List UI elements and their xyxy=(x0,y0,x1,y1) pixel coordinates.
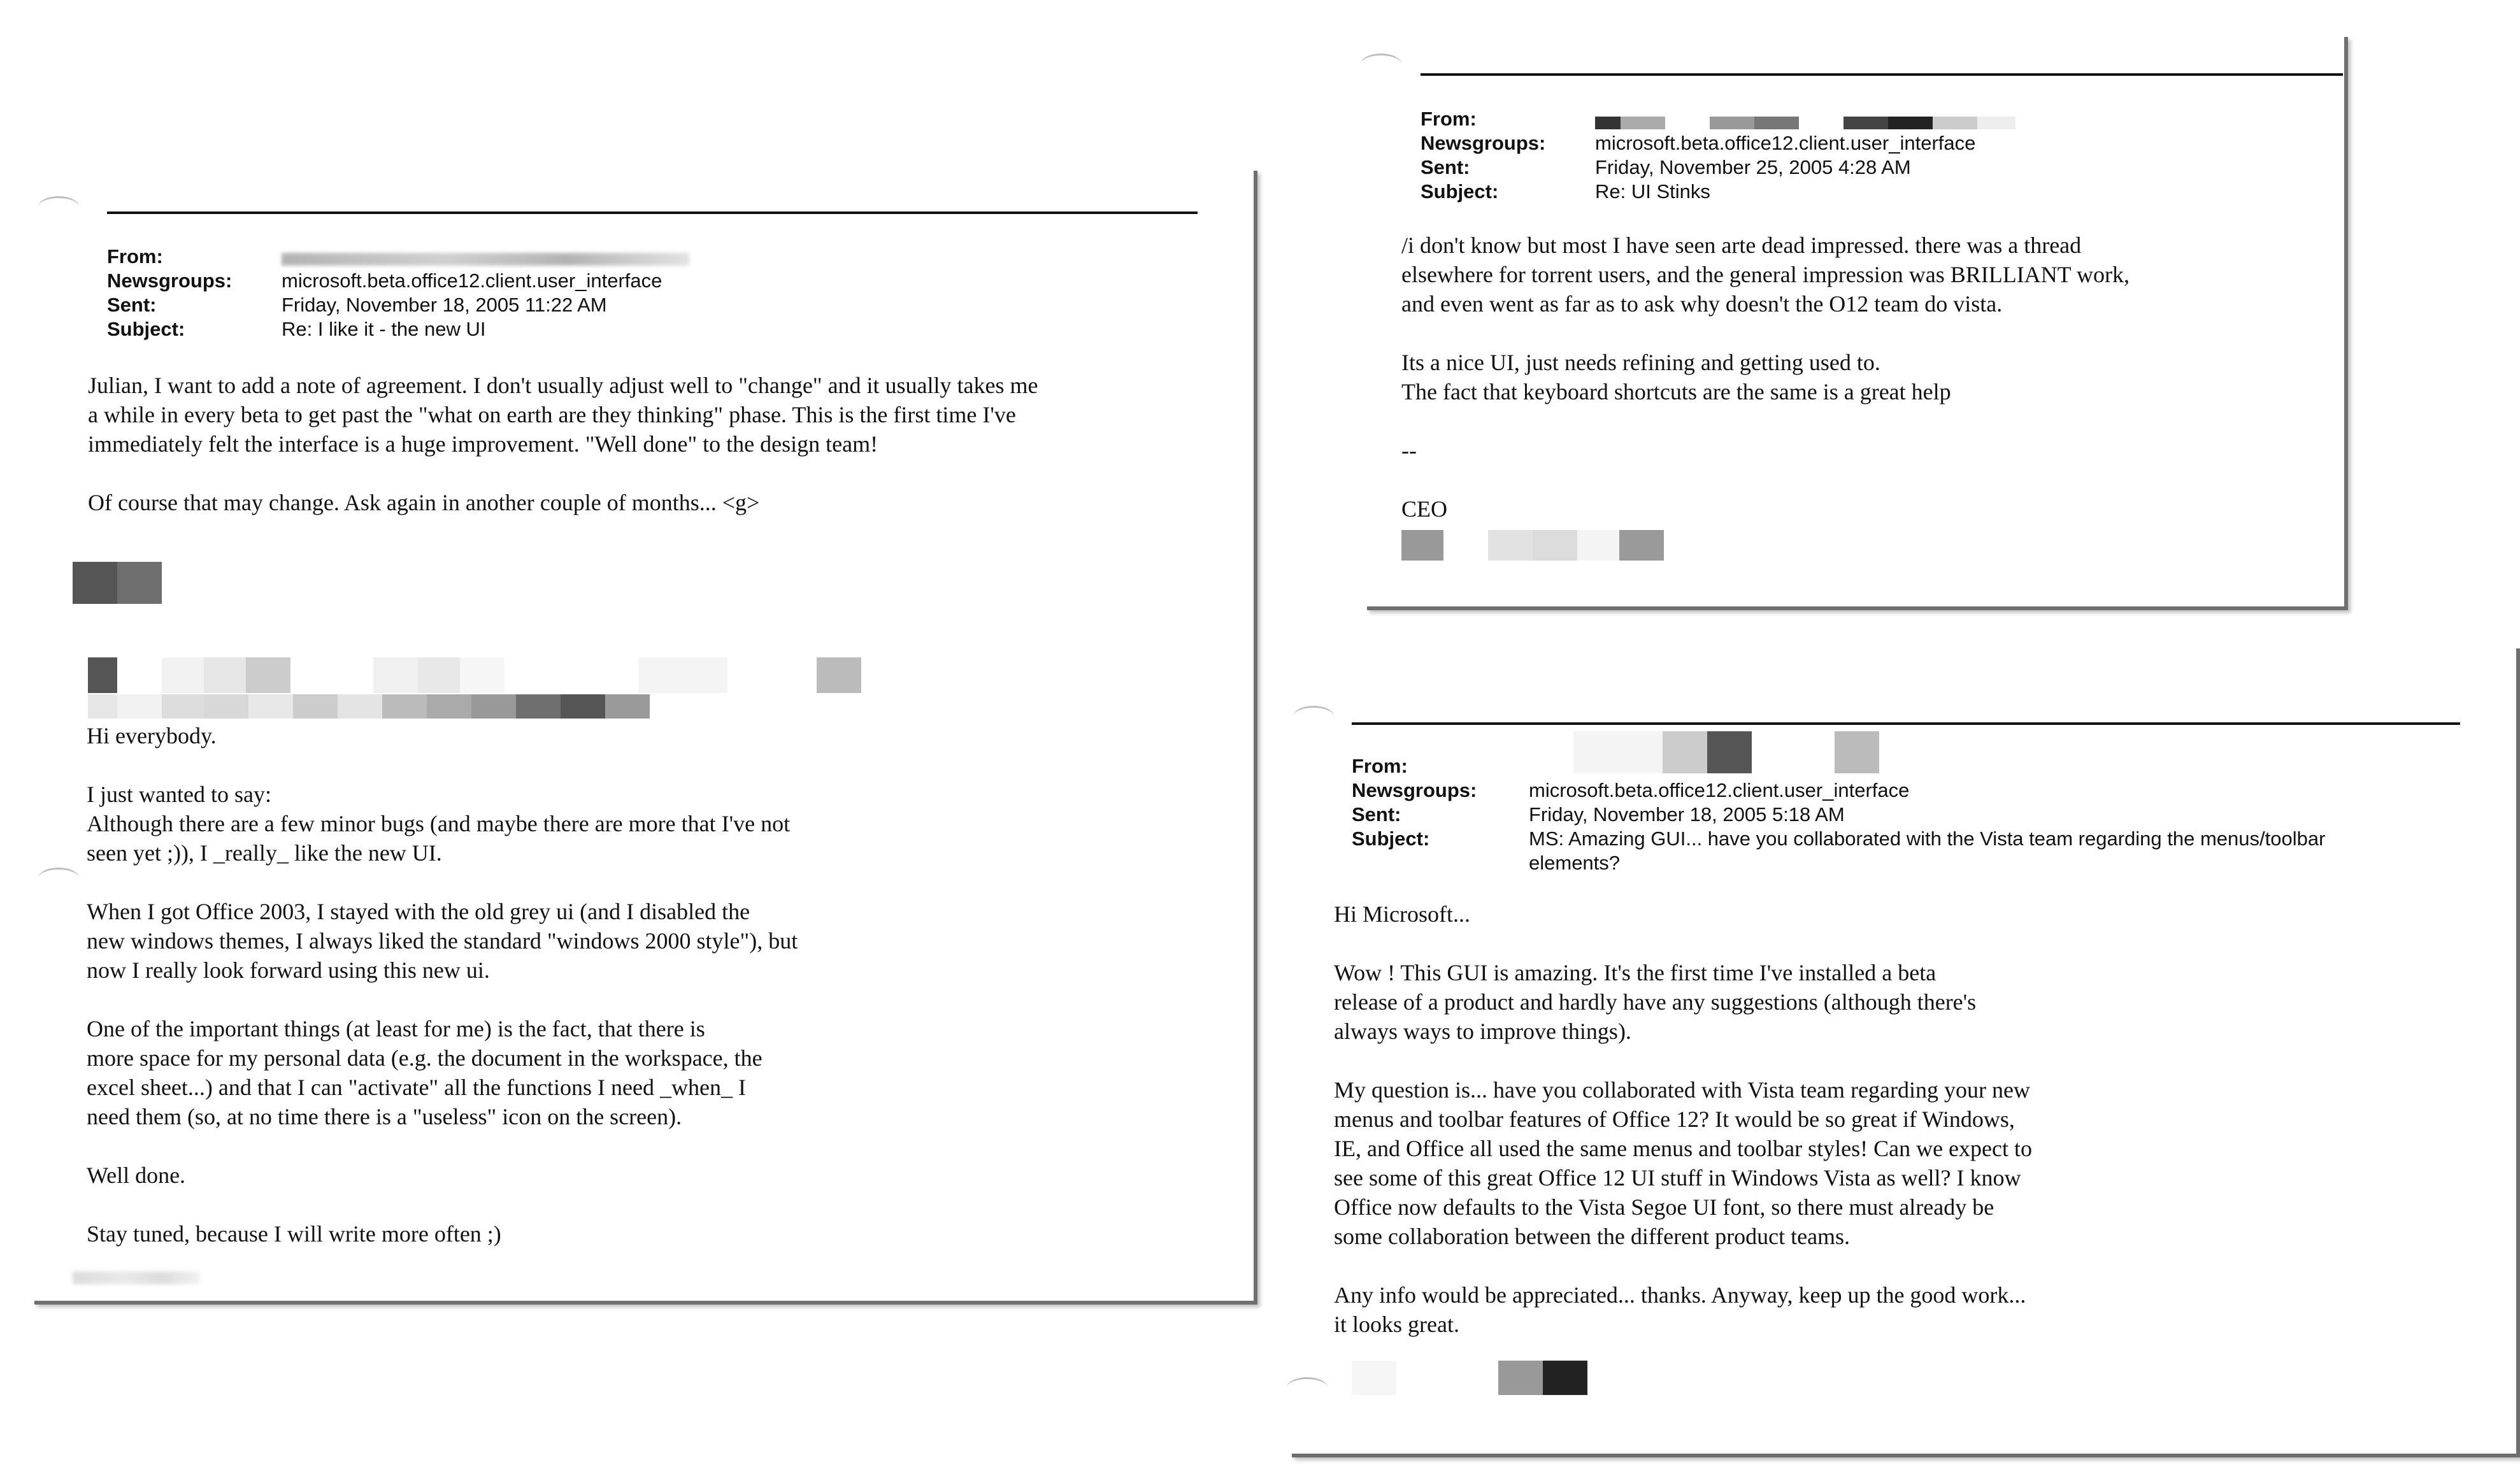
quoted-paragraph: When I got Office 2003, I stayed with the old grey ui (and I disabled the new windows themes, I always liked the standard "windows 2000 style"), but now I really look forward using this new ui. xyxy=(87,899,798,983)
subject-value: Re: UI Stinks xyxy=(1595,180,1710,203)
header-rule xyxy=(107,211,1198,214)
header-rule xyxy=(1352,722,2460,725)
sent-label: Sent: xyxy=(1421,156,1470,178)
body-paragraph: Its a nice UI, just needs refining and getting used to. The fact that keyboard shortcuts are the same is a great help xyxy=(1401,350,1951,404)
from-value-redacted xyxy=(1595,107,2325,131)
newsgroups-label: Newsgroups: xyxy=(1352,779,1477,801)
body-paragraph: /i don't know but most I have seen arte dead impressed. there was a thread elsewhere for torrent users, and the general impression was BRILLIANT work, and even went as far as to ask why doesn't the O12 team do vista. xyxy=(1401,233,2130,317)
body-paragraph: Any info would be appreciated... thanks. Anyway, keep up the good work... it looks great. xyxy=(1334,1282,2026,1337)
redacted-signature xyxy=(1352,1361,1632,1395)
sent-value: Friday, November 18, 2005 5:18 AM xyxy=(1529,803,1845,826)
punch-hole xyxy=(1293,706,1334,727)
body-paragraph: My question is... have you collaborated with Vista team regarding your new menus and toolbar features of Office 12? It would be so great if Windows, IE, and Office all used the same menus and toolbar styles! Can we expect to see some of this great Office 12 UI stuff in Windows Vista as well? I know Office now defaults to the Vista Segoe UI font, so there must already be some collaboration between the different product teams. xyxy=(1334,1077,2032,1249)
message-body xyxy=(1334,899,2481,1339)
subject-value: MS: Amazing GUI... have you collaborated with the Vista team regarding the menus/toolbar elements? xyxy=(1529,827,2326,874)
subject-label: Subject: xyxy=(1352,827,1430,850)
quoted-message-body xyxy=(87,721,1042,1249)
from-label: From: xyxy=(1352,755,1408,777)
newsgroups-value: microsoft.beta.office12.client.user_interface xyxy=(282,269,662,292)
subject-label: Subject: xyxy=(107,318,185,340)
newsgroups-label: Newsgroups: xyxy=(107,269,233,292)
sent-value: Friday, November 25, 2005 4:28 AM xyxy=(1595,156,1911,178)
message-page-3 xyxy=(1288,645,2516,1454)
signature-text: CEO xyxy=(1401,496,1447,522)
from-label: From: xyxy=(1421,108,1477,130)
body-paragraph: Hi Microsoft... xyxy=(1334,901,1470,927)
newsgroups-label: Newsgroups: xyxy=(1421,132,1546,154)
message-header xyxy=(107,245,1190,341)
redacted-quote-line xyxy=(88,694,789,719)
quoted-paragraph: I just wanted to say: Although there are a few minor bugs (and maybe there are more that I've not seen yet ;)), I _really_ like the new UI. xyxy=(87,782,791,866)
from-label: From: xyxy=(107,245,163,268)
header-rule xyxy=(1421,73,2343,76)
from-value-redacted xyxy=(282,245,1190,269)
newsgroups-value: microsoft.beta.office12.client.user_interface xyxy=(1529,779,1910,801)
message-page-2 xyxy=(1363,33,2344,606)
signature-separator: -- xyxy=(1401,438,1417,463)
newsgroups-value: microsoft.beta.office12.client.user_interface xyxy=(1595,132,1976,154)
body-paragraph: Wow ! This GUI is amazing. It's the first time I've installed a beta release of a product and hardly have any suggestions (although there's always ways to improve things). xyxy=(1334,960,1977,1044)
quoted-paragraph: Stay tuned, because I will write more often ;) xyxy=(87,1221,501,1247)
message-header xyxy=(1352,754,2511,875)
redacted-signature xyxy=(1401,530,1669,561)
redacted-quote-header xyxy=(88,657,980,693)
punch-hole xyxy=(1361,54,1401,75)
message-body xyxy=(1401,231,2331,524)
from-value-redacted xyxy=(1529,754,2511,778)
quoted-paragraph: Hi everybody. xyxy=(87,723,217,748)
message-body xyxy=(88,371,1235,517)
punch-hole xyxy=(38,868,79,889)
sent-label: Sent: xyxy=(1352,803,1401,826)
redaction-blur xyxy=(73,1271,200,1284)
redaction-blur xyxy=(282,253,689,266)
punch-hole xyxy=(38,196,79,217)
quoted-paragraph: One of the important things (at least for me) is the fact, that there is more space for my personal data (e.g. the document in the workspace, the excel sheet...) and that I can "activate" all the functions I need _when_ I need them (so, at no time there is a "useless" icon on the screen). xyxy=(87,1016,762,1129)
sent-label: Sent: xyxy=(107,294,157,316)
redacted-signature xyxy=(73,562,162,604)
body-paragraph: Of course that may change. Ask again in another couple of months... <g> xyxy=(88,490,760,515)
body-paragraph: Julian, I want to add a note of agreement. I don't usually adjust well to "change" and it usually takes me a while in every beta to get past the "what on earth are they thinking" phase. This is the first time I've immediately felt the interface is a huge improvement. "Well done" to the design team! xyxy=(88,373,1038,457)
quoted-paragraph: Well done. xyxy=(87,1163,186,1188)
message-page-1 xyxy=(31,167,1254,1301)
message-header xyxy=(1421,107,2325,204)
subject-value: Re: I like it - the new UI xyxy=(282,318,486,340)
punch-hole xyxy=(1287,1377,1328,1398)
subject-label: Subject: xyxy=(1421,180,1499,203)
sent-value: Friday, November 18, 2005 11:22 AM xyxy=(282,294,607,316)
